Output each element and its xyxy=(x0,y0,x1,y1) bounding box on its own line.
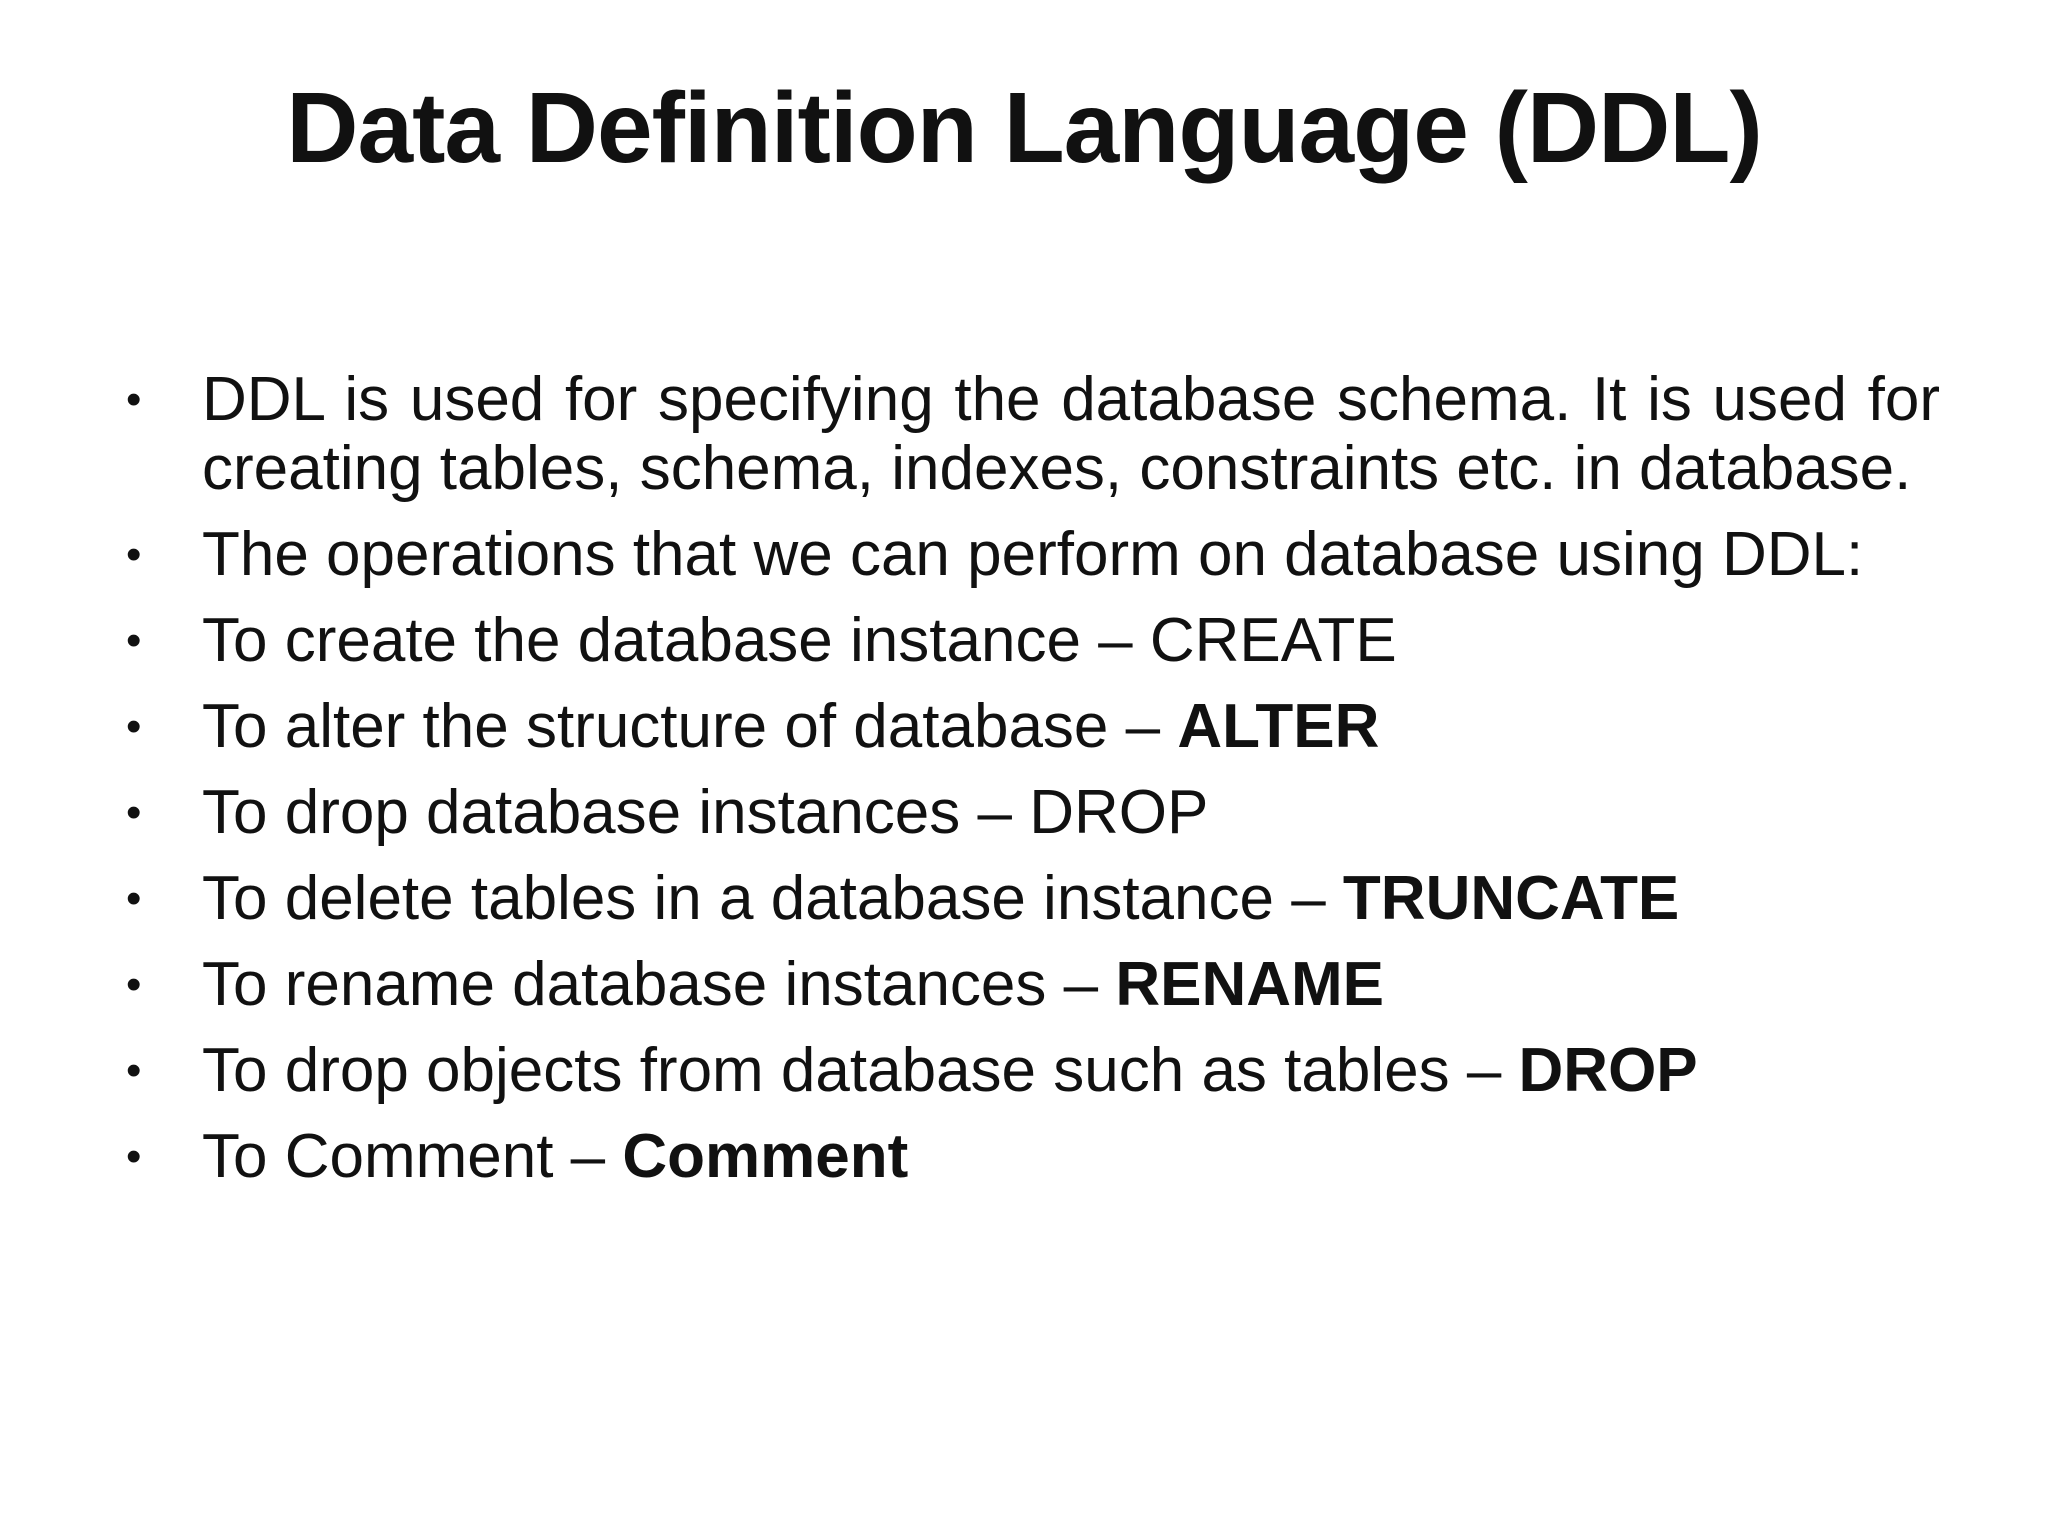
bullet-keyword: RENAME xyxy=(1115,950,1385,1019)
bullet-text: To drop objects from database such as tables – xyxy=(202,1036,1519,1105)
bullet-text: To delete tables in a database instance – xyxy=(202,864,1343,933)
bullet-icon: • xyxy=(126,616,142,665)
bullet-text: To Comment – xyxy=(202,1122,623,1191)
bullet-item xyxy=(120,778,1940,847)
bullet-icon: • xyxy=(126,874,142,923)
bullet-icon: • xyxy=(126,960,142,1009)
bullet-icon: • xyxy=(126,702,142,751)
bullet-item xyxy=(120,606,1940,675)
bullet-icon: • xyxy=(126,788,142,837)
bullet-item xyxy=(120,365,1940,503)
bullet-keyword: TRUNCATE xyxy=(1342,864,1680,933)
bullet-text: DDL is used for specifying the database schema. It is used for creating tables, schema, indexes, constraints etc. in database. xyxy=(202,365,1940,503)
bullet-item xyxy=(120,950,1940,1019)
bullet-item xyxy=(120,520,1940,589)
bullet-text: To alter the structure of database – xyxy=(202,692,1178,761)
bullet-icon: • xyxy=(126,375,142,424)
bullet-list xyxy=(120,365,1940,1208)
slide-title: Data Definition Language (DDL) xyxy=(286,72,1762,184)
bullet-icon: • xyxy=(126,1132,142,1181)
bullet-keyword: ALTER xyxy=(1177,692,1380,761)
bullet-icon: • xyxy=(126,530,142,579)
bullet-text: To rename database instances – xyxy=(202,950,1116,1019)
bullet-text: To drop database instances – DROP xyxy=(202,778,1209,847)
bullet-item xyxy=(120,1036,1940,1105)
bullet-text: The operations that we can perform on database using DDL: xyxy=(202,520,1864,589)
bullet-keyword: Comment xyxy=(622,1122,909,1191)
bullet-item xyxy=(120,692,1940,761)
bullet-text: To create the database instance – CREATE xyxy=(202,606,1397,675)
bullet-keyword: DROP xyxy=(1518,1036,1698,1105)
bullet-icon: • xyxy=(126,1046,142,1095)
bullet-item xyxy=(120,864,1940,933)
bullet-item xyxy=(120,1122,1940,1191)
